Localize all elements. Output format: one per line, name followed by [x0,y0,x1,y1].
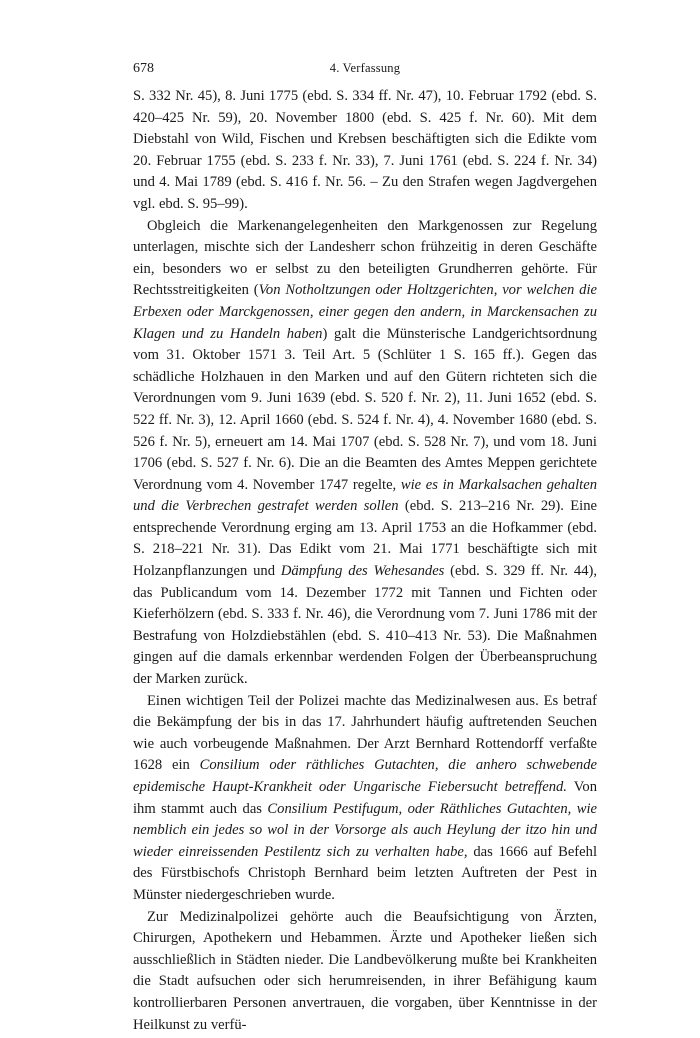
text-run: (ebd. S. 213–216 Nr. 29). Eine entsprechende Verordnung erging am 13. April 1753 an die Hofkammer (ebd. S. 218–221 Nr. 31). Das Edikt vom 21. Mai 1771 beschäftigte sich mit Holzanpflanzungen und [133,498,597,580]
italic-title: Von Notholtzungen oder Holtzgerichten, vor welchen die Erbexen oder Marckgenossen, einer gegen den andern, in Marckensachen zu Klagen und zu Handeln haben [133,282,597,342]
text-run: ) galt die Münsterische Landgerichtsordnung vom 31. Oktober 1571 3. Teil Art. 5 (Schlüter 1 S. 165 ff.). Gegen das schädliche Holzhauen in den Marken und auf den Gütern richteten sich die Verordnungen vom 9. Juni 1639 (ebd. S. 520 f. Nr. 2), 11. Juni 1652 (ebd. S. 522 ff. Nr. 3), 12. April 1660 (ebd. S. 524 f. Nr. 4), 4. November 1680 (ebd. S. 526 f. Nr. 5), erneuert am 14. Mai 1707 (ebd. S. 528 Nr. 7), und vom 18. Juni 1706 (ebd. S. 527 f. Nr. 6). Die an die Beamten des Amtes Meppen gerichtete Verordnung vom 4. November 1747 regelte, [133,325,597,493]
text-run: S. 332 Nr. 45), 8. Juni 1775 (ebd. S. 334 ff. Nr. 47), 10. Februar 1792 (ebd. S. 420–425 Nr. 59), 20. November 1800 (ebd. S. 425 f. Nr. 60). Mit dem Diebstahl von Wild, Fischen und Krebsen beschäftigten sich die Edikte vom 20. Februar 1755 (ebd. S. 233 f. Nr. 33), 7. Juni 1761 (ebd. S. 224 f. Nr. 34) und 4. Mai 1789 (ebd. S. 416 f. Nr. 56. – Zu den Strafen wegen Jagdvergehen vgl. ebd. S. 95–99). [133,88,597,212]
paragraph [133,907,597,1037]
paragraph [133,216,597,691]
italic-title: Consilium oder räthliches Gutachten, die anhero schwebende epidemische Haupt-Krankheit oder Ungarische Fiebersucht betreffend. [133,757,597,795]
page-number: 678 [133,61,154,76]
text-run: Obgleich die Markenangelegenheiten den Markgenossen zur Regelung unterlagen, mischte sich der Landesherr schon frühzeitig in deren Geschäfte ein, besonders wo er selbst zu den beteiligten Grundherren gehörte. Für Rechtsstreitigkeiten ( [133,217,597,299]
italic-title: Consilium Pestifugum, oder Räthliches Gutachten, wie nemblich ein jedes so wol in der Vorsorge als auch Heylung der itzo hin und wieder einreissenden Pestilentz sich zu verhalten habe, [133,800,597,860]
text-run: das 1666 auf Befehl des Fürstbischofs Christoph Bernhard beim letzten Auftreten der Pest in Münster niedergeschrieben wurde. [133,843,597,903]
text-run: Einen wichtigen Teil der Polizei machte das Medizinalwesen aus. Es betraf die Bekämpfung der bis in das 17. Jahrhundert häufig auftretenden Seuchen wie auch vorbeugende Maßnahmen. Der Arzt Bernhard Rottendorff verfaßte 1628 ein [133,692,597,774]
paragraph [133,691,597,907]
running-head: 4. Verfassung [329,61,401,75]
paragraph [133,86,597,216]
book-page [133,58,597,1036]
body-text [133,86,597,1036]
text-run: Zur Medizinalpolizei gehörte auch die Beaufsichtigung von Ärzten, Chirurgen, Apothekern und Hebammen. Ärzte und Apotheker ließen sich ausschließlich in Städten nieder. Die Landbevölkerung mußte bei Krankheiten die Stadt aufsuchen oder sich herumreisenden, in ihrer Befähigung kaum kontrollierbaren Personen anvertrauen, die vorgaben, über Kenntnisse in der Heilkunst zu verfü- [133,908,597,1033]
text-run: Von ihm stammt auch das [133,779,597,817]
text-run: (ebd. S. 329 ff. Nr. 44), das Publicandum vom 14. Dezember 1772 mit Tannen und Fichten oder Kieferhölzern (ebd. S. 333 f. Nr. 46), die Verordnung vom 7. Juni 1786 mit der Bestrafung von Holzdiebstählen (ebd. S. 410–413 Nr. 53). Die Maßnahmen gingen auf die damals erkennbar werdenden Folgen der Überbeanspruchung der Marken zurück. [133,563,598,688]
italic-title: wie es in Markalsachen gehalten und die Verbrechen gestrafet werden sollen [133,476,597,515]
italic-title: Dämpfung des Wehesandes [280,563,445,580]
page-header [133,58,597,78]
